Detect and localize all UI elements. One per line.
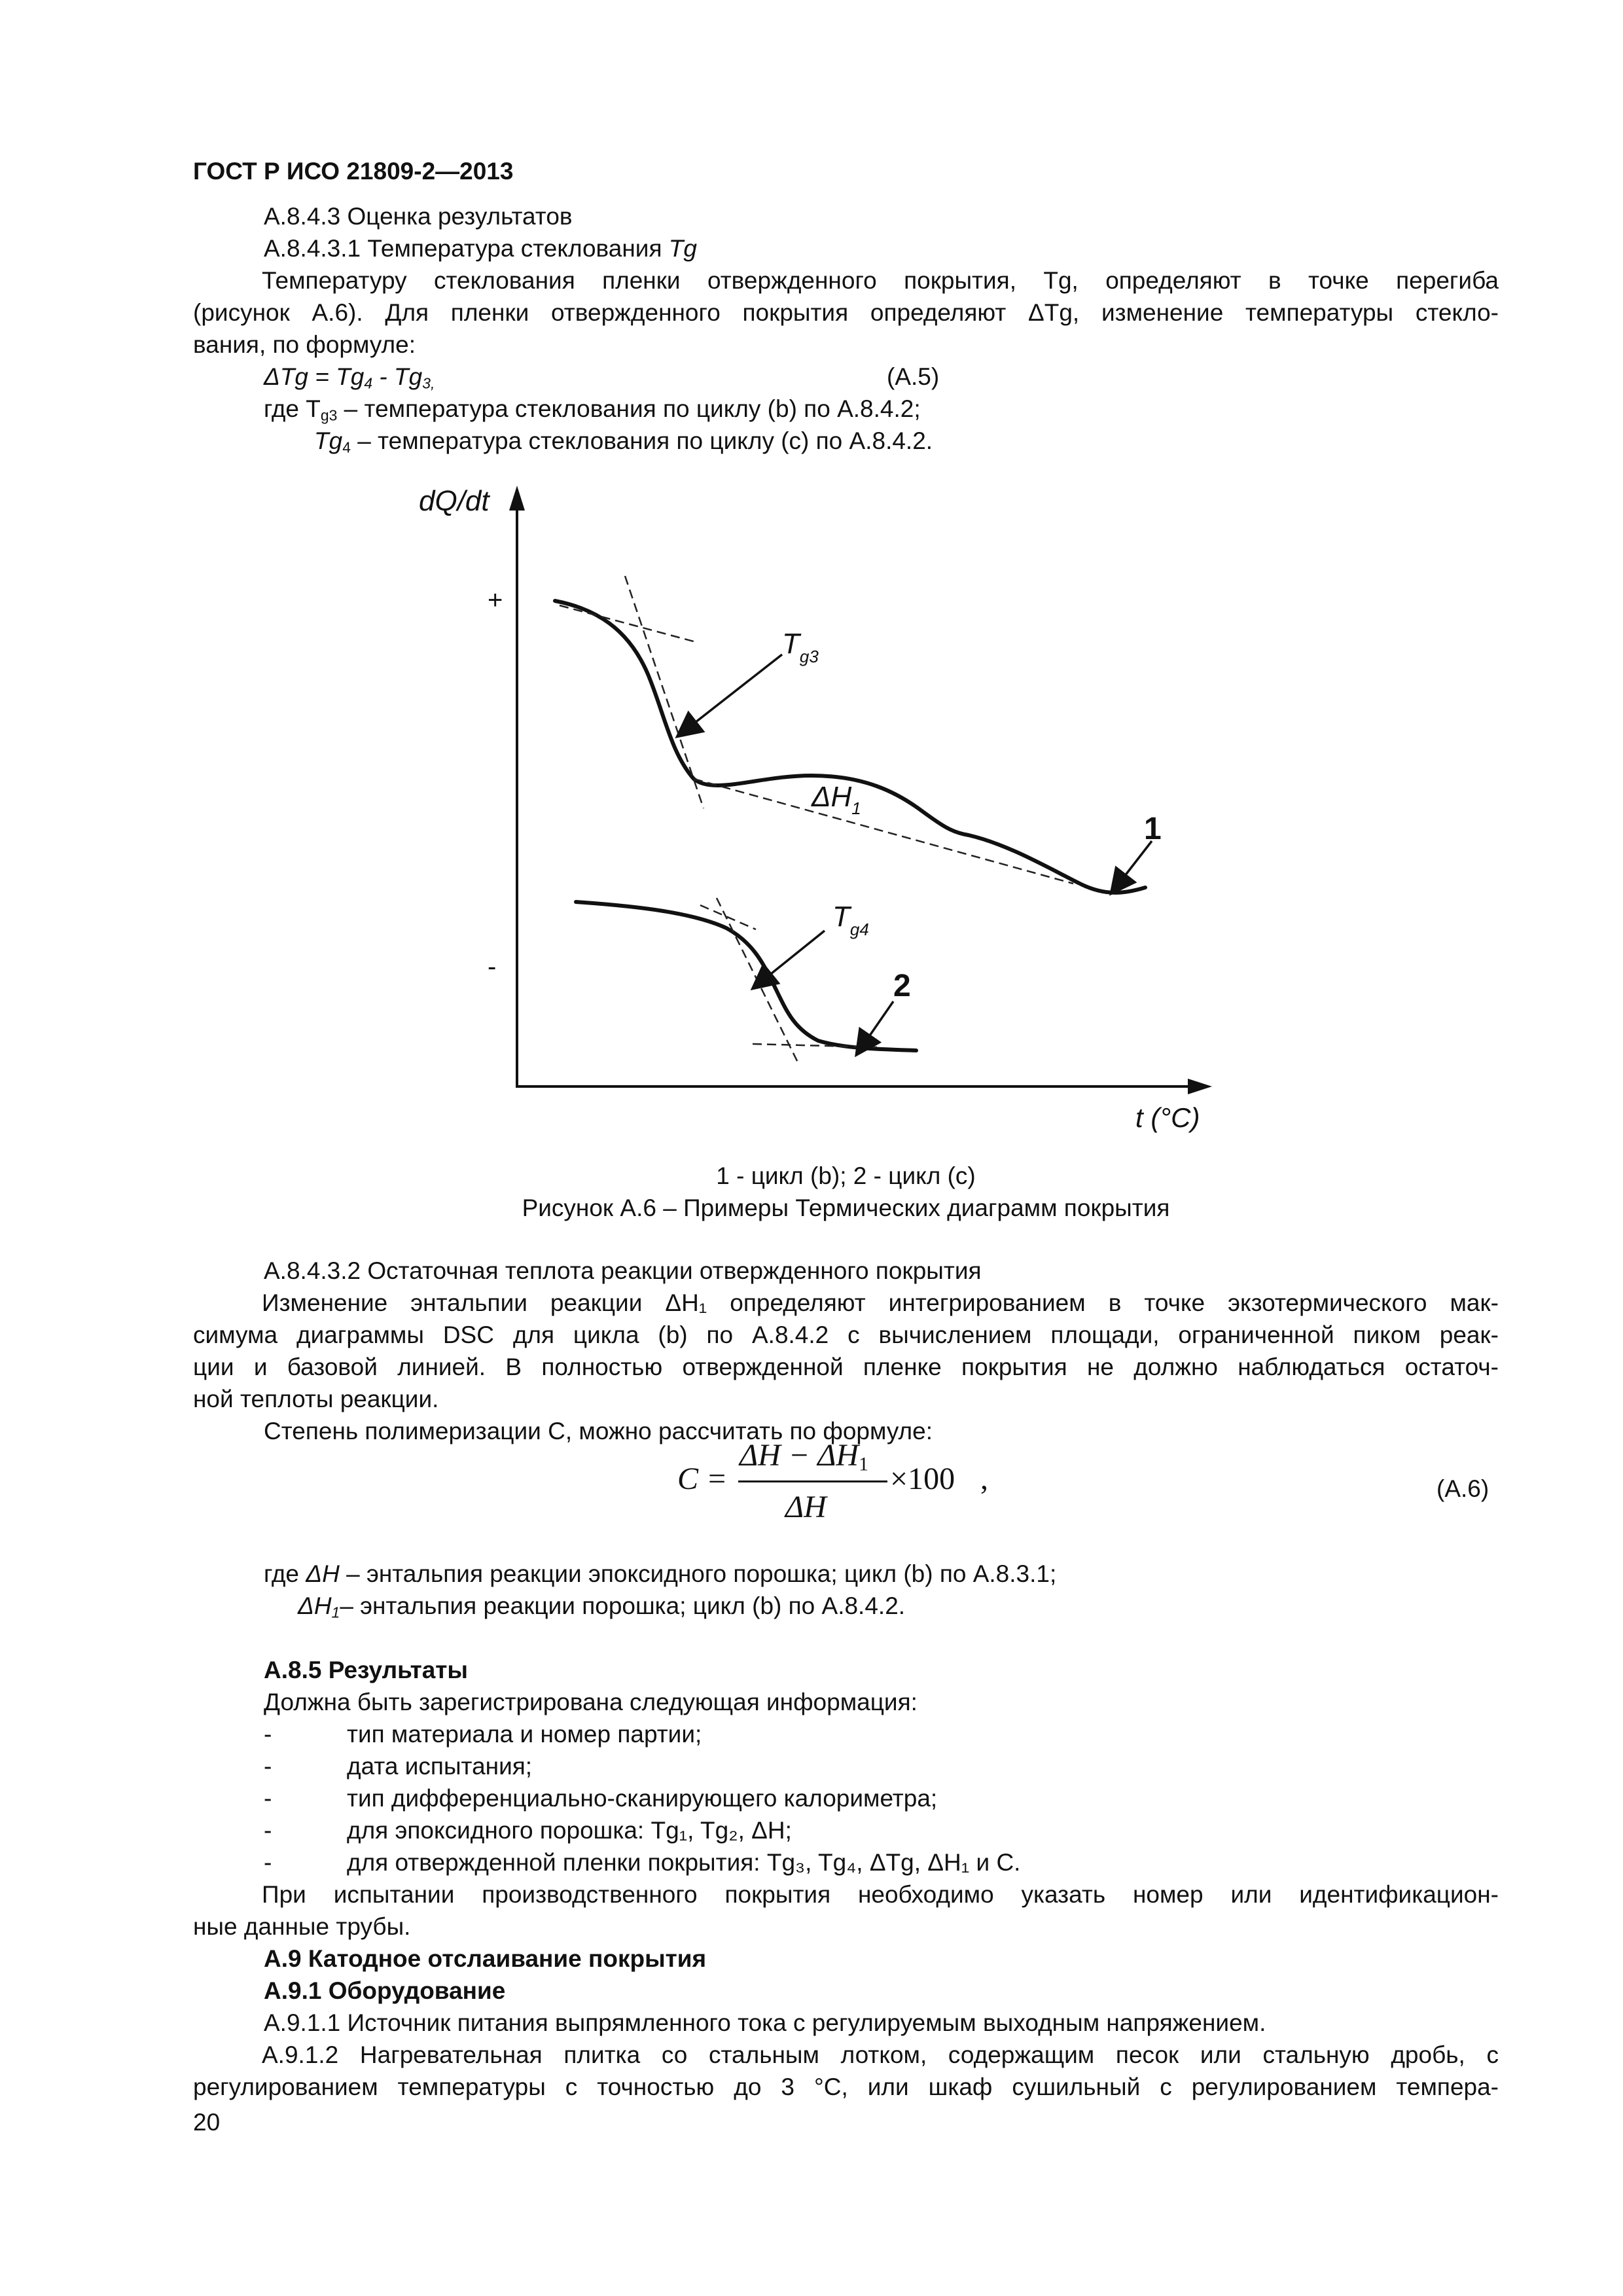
baseline-line	[694, 779, 1073, 884]
curve-1	[555, 601, 1145, 893]
where-prefix: где T	[264, 395, 321, 422]
formula-numerator	[740, 1437, 868, 1473]
curve-1-pointer	[1118, 841, 1152, 885]
formula-mid-sub: 3,	[422, 374, 435, 392]
formula-a5	[264, 361, 435, 393]
tangent-line	[700, 905, 756, 929]
tangent-line	[560, 605, 694, 641]
tangent-line	[753, 1044, 877, 1047]
paragraph-line: (рисунок А.6). Для пленки отвержденного покрытия определяют ΔTg, изменение температуры стекло-	[193, 299, 1499, 326]
section-heading-a85: А.8.5 Результаты	[264, 1657, 469, 1683]
where-text: – энтальпия реакции эпоксидного порошка; цикл (b) по А.8.3.1;	[339, 1560, 1057, 1587]
page-number: 20	[193, 2109, 221, 2136]
fraction-bar	[738, 1480, 887, 1482]
section-heading-a8432: А.8.4.3.2 Остаточная теплота реакции отвержденного покрытия	[264, 1257, 982, 1284]
x-axis-label: t (°C)	[1135, 1102, 1200, 1133]
where-prefix: где	[264, 1560, 306, 1587]
formula-multiplier: ×100	[890, 1462, 955, 1496]
section-heading-a8431	[264, 232, 697, 264]
where-line	[264, 393, 921, 425]
heading-text: А.8.4.3.1 Температура стеклования	[264, 235, 669, 262]
paragraph-line: Изменение энтальпии реакции ΔH₁ определяют интегрированием в точке экзотермического мак-	[262, 1289, 1499, 1316]
list-item: для эпоксидного порошка: Tg₁, Tg₂, ΔH;	[347, 1817, 792, 1844]
formula-lhs-sub: 4	[364, 374, 373, 392]
bullet-dash: -	[264, 1849, 272, 1876]
bullet-dash: -	[264, 1817, 272, 1844]
x-axis-arrow-icon	[1188, 1079, 1212, 1094]
paragraph-line: симума диаграммы DSC для цикла (b) по А.8.4.2 с вычислением площади, ограниченной пиком реак-	[193, 1321, 1499, 1348]
y-axis-minus-label: -	[488, 952, 497, 981]
list-item: для отвержденной пленки покрытия: Tg₃, Tg₄, ΔTg, ΔH₁ и С.	[347, 1849, 1021, 1876]
tangent-line	[717, 898, 798, 1064]
where-line	[264, 1558, 1056, 1590]
figure-legend: 1 - цикл (b); 2 - цикл (с)	[716, 1162, 976, 1189]
paragraph-line: ные данные трубы.	[193, 1913, 411, 1940]
section-heading-a91: А.9.1 Оборудование	[264, 1977, 506, 2004]
y-axis-arrow-icon	[509, 486, 525, 511]
paragraph-line: А.9.1.2 Нагревательная плитка со стальным лотком, содержащим песок или стальную дробь, с	[262, 2041, 1499, 2068]
where-sub: 1	[331, 1604, 340, 1621]
formula-number-a5: (А.5)	[887, 363, 940, 390]
list-item: тип материала и номер партии;	[347, 1721, 702, 1748]
curve-2-label: 2	[893, 969, 911, 1003]
curve-1-label: 1	[1144, 812, 1162, 846]
document-header-title: ГОСТ Р ИСО 21809-2—2013	[193, 158, 514, 185]
y-axis-plus-label: +	[488, 586, 503, 615]
bullet-dash: -	[264, 1785, 272, 1812]
section-heading-a843: А.8.4.3 Оценка результатов	[264, 203, 573, 230]
where-text: – энтальпия реакции порошка; цикл (b) по А.8.4.2.	[340, 1592, 906, 1619]
formula-mid: - Tg	[372, 363, 423, 390]
paragraph-line: вания, по формуле:	[193, 331, 416, 358]
list-item: дата испытания;	[347, 1753, 533, 1780]
where-symbol: ΔH	[298, 1592, 332, 1619]
bullet-dash: -	[264, 1753, 272, 1780]
where-line	[298, 1590, 905, 1622]
tangent-line	[625, 576, 704, 808]
tg4-pointer	[761, 931, 825, 982]
bullet-dash: -	[264, 1721, 272, 1748]
where-sub: g3	[320, 406, 338, 424]
paragraph-line: А.9.1.1 Источник питания выпрямленного тока с регулируемым выходным напряжением.	[264, 2009, 1266, 2036]
thermal-diagram-figure	[393, 471, 1243, 1158]
paragraph-line: регулированием температуры с точностью до 3 °С, или шкаф сушильный с регулированием темпера-	[193, 2073, 1499, 2100]
formula-c-lhs: C =	[677, 1462, 728, 1496]
where-text: – температура стеклования по циклу (с) по А.8.4.2.	[350, 427, 933, 454]
results-intro: Должна быть зарегистрирована следующая информация:	[264, 1689, 918, 1715]
dh1-label: $\Delta H_1$	[812, 781, 861, 818]
figure-caption: Рисунок А.6 – Примеры Термических диаграмм покрытия	[522, 1194, 1170, 1221]
formula-denominator: ΔH	[785, 1490, 827, 1524]
tg-symbol: Tg	[668, 235, 697, 262]
y-axis-label: dQ/dt	[419, 485, 490, 517]
where-line	[314, 425, 933, 457]
curve-2-pointer	[863, 1001, 893, 1046]
section-heading-a9: А.9 Катодное отслаивание покрытия	[264, 1945, 707, 1972]
where-prefix: Tg	[314, 427, 343, 454]
tg3-pointer	[686, 655, 782, 730]
numerator-sub: 1	[859, 1453, 868, 1475]
formula-comma: ,	[980, 1462, 988, 1496]
list-item: тип дифференциально-сканирующего калориметра;	[347, 1785, 938, 1812]
paragraph-line: Температуру стеклования пленки отвержденного покрытия, Tg, определяют в точке перегиба	[262, 267, 1499, 294]
paragraph-line: ной теплоты реакции.	[193, 1386, 439, 1412]
numerator-text: ΔH − ΔH	[740, 1438, 859, 1473]
where-sub: 4	[342, 439, 351, 456]
tg4-label: $T_{g4}$	[832, 901, 869, 939]
formula-number-a6: (А.6)	[1436, 1475, 1489, 1502]
paragraph-line: ции и базовой линией. В полностью отвержденной пленке покрытия не должно наблюдаться остаточ-	[193, 1354, 1499, 1380]
tg3-label: $T_{g3}$	[782, 628, 819, 666]
formula-lhs: ΔTg = Tg	[264, 363, 365, 390]
where-symbol: ΔH	[306, 1560, 340, 1587]
paragraph-line: При испытании производственного покрытия необходимо указать номер или идентификацион-	[262, 1881, 1499, 1908]
where-text: – температура стеклования по циклу (b) по А.8.4.2;	[337, 395, 921, 422]
paragraph-line: Степень полимеризации С, можно рассчитать по формуле:	[264, 1418, 933, 1444]
